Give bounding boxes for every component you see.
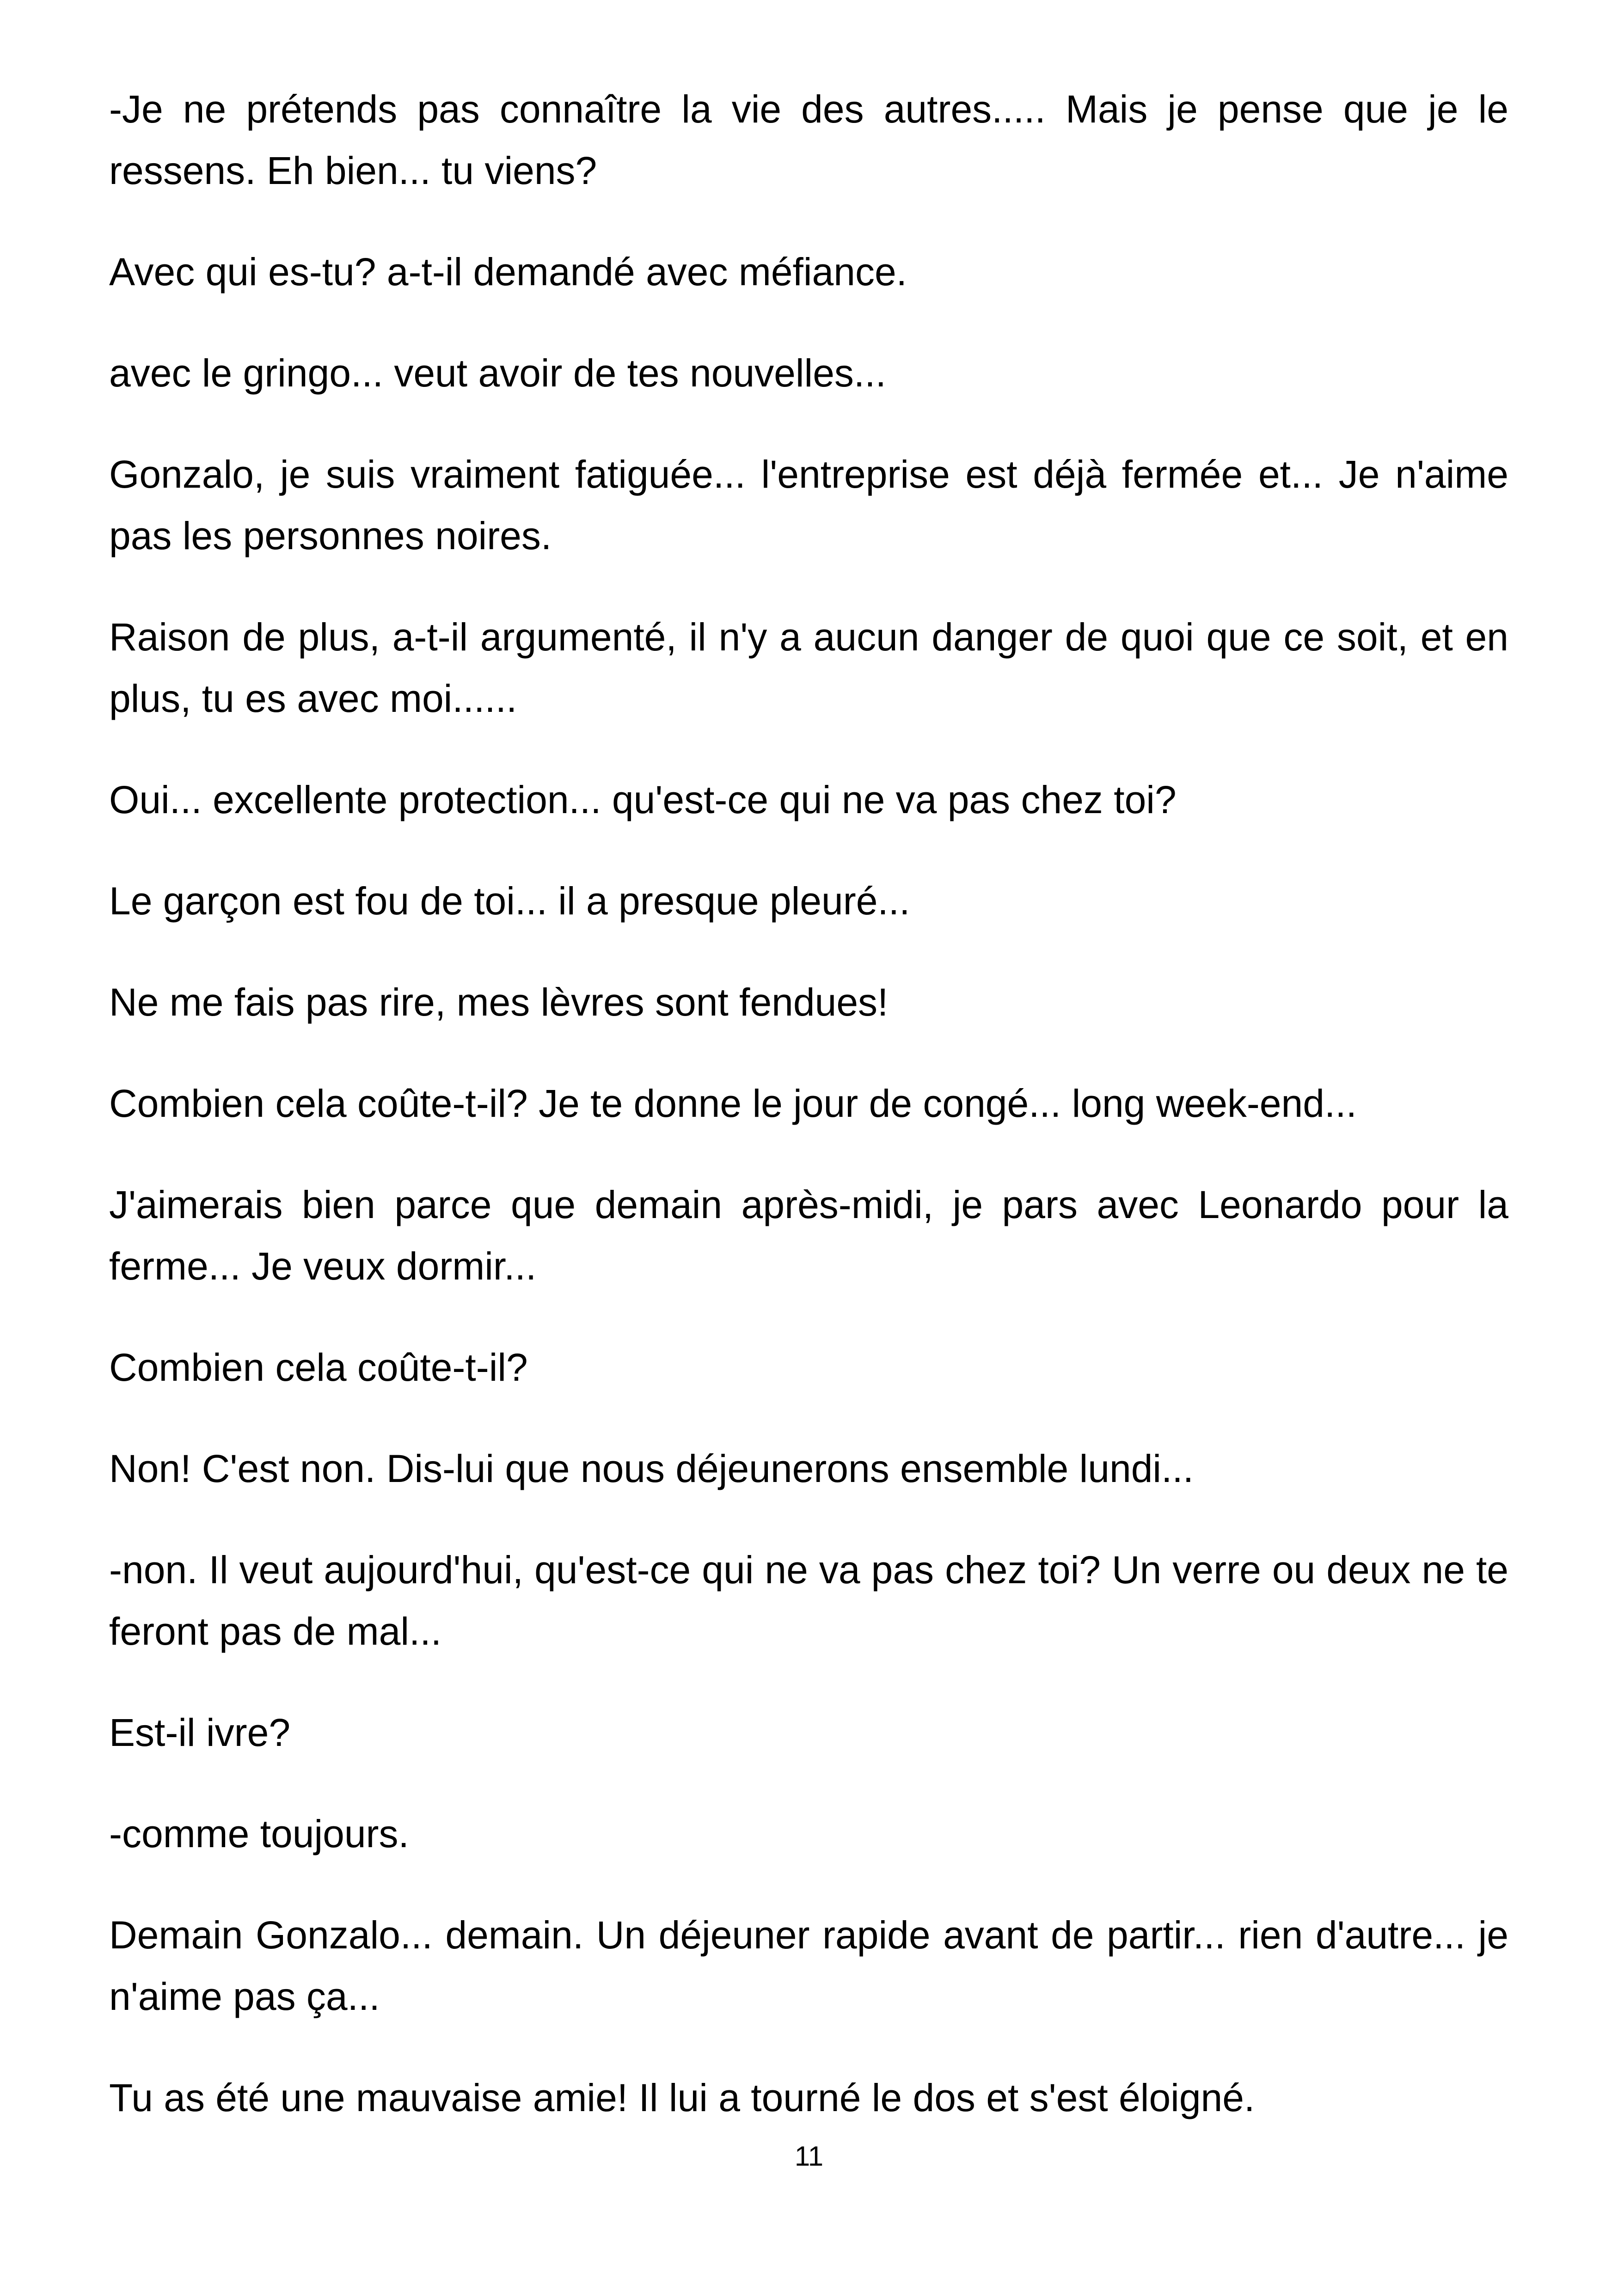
- paragraph: -Je ne prétends pas connaître la vie des autres..... Mais je pense que je le ressens. Eh bien... tu viens?: [109, 87, 1508, 192]
- paragraph: avec le gringo... veut avoir de tes nouvelles...: [109, 351, 886, 395]
- paragraph: Combien cela coûte-t-il?: [109, 1346, 528, 1389]
- paragraph: Avec qui es-tu? a-t-il demandé avec méfiance.: [109, 250, 907, 294]
- paragraph: Non! C'est non. Dis-lui que nous déjeunerons ensemble lundi...: [109, 1447, 1194, 1490]
- paragraph: -comme toujours.: [109, 1812, 409, 1855]
- paragraph: Demain Gonzalo... demain. Un déjeuner rapide avant de partir... rien d'autre... je n'aime pas ça...: [109, 1913, 1508, 2018]
- body-text: [109, 79, 1508, 2168]
- page-number: 11: [794, 2141, 824, 2172]
- paragraph: Combien cela coûte-t-il? Je te donne le jour de congé... long week-end...: [109, 1082, 1357, 1125]
- paragraph: Le garçon est fou de toi... il a presque pleuré...: [109, 879, 910, 923]
- paragraph: Raison de plus, a-t-il argumenté, il n'y a aucun danger de quoi que ce soit, et en plus, tu es avec moi......: [109, 615, 1508, 720]
- paragraph: -non. Il veut aujourd'hui, qu'est-ce qui ne va pas chez toi? Un verre ou deux ne te feront pas de mal...: [109, 1548, 1508, 1653]
- paragraph: Gonzalo, je suis vraiment fatiguée... l'entreprise est déjà fermée et... Je n'aime pas les personnes noires.: [109, 453, 1508, 557]
- paragraph: Tu as été une mauvaise amie! Il lui a tourné le dos et s'est éloigné.: [109, 2076, 1255, 2119]
- paragraph: Oui... excellente protection... qu'est-ce qui ne va pas chez toi?: [109, 778, 1177, 821]
- paragraph: J'aimerais bien parce que demain après-midi, je pars avec Leonardo pour la ferme... Je veux dormir...: [109, 1183, 1508, 1288]
- paragraph: Ne me fais pas rire, mes lèvres sont fendues!: [109, 980, 889, 1024]
- paragraph: Est-il ivre?: [109, 1711, 291, 1754]
